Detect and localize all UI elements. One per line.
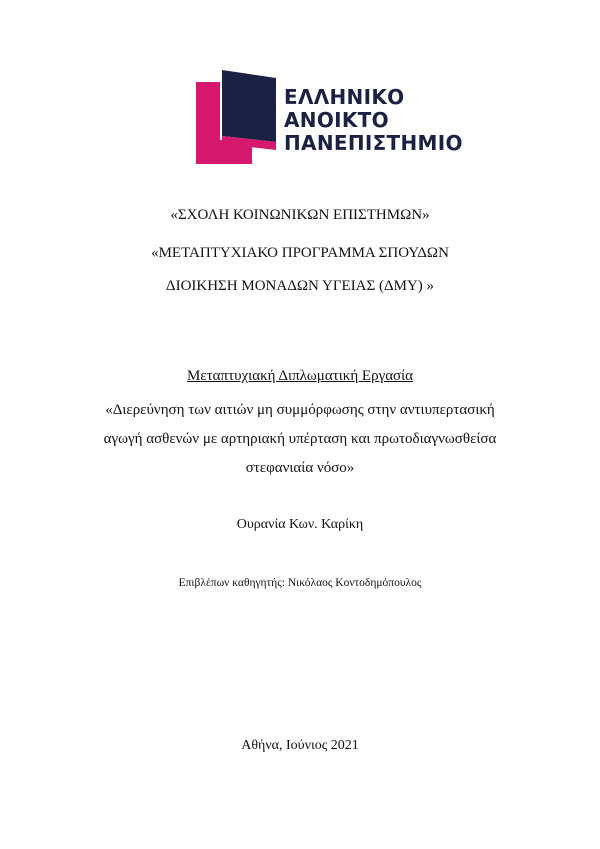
program-name-line-1: «ΜΕΤΑΠΤΥΧΙΑΚΟ ΠΡΟΓΡΑΜΜΑ ΣΠΟΥΔΩΝ xyxy=(151,245,449,261)
logo-line-2: ΑΝΟΙΚΤΟ xyxy=(284,108,389,132)
author-name: Ουρανία Κων. Καρίκη xyxy=(236,517,364,532)
thesis-title-line-1: «Διερεύνηση των αιτιών μη συμμόρφωσης στην αντιυπερτασική xyxy=(105,402,495,418)
document-type: Μεταπτυχιακή Διπλωματική Εργασία xyxy=(186,368,414,384)
logo-line-1: ΕΛΛΗΝΙΚΟ xyxy=(284,85,405,109)
thesis-title-line-2: αγωγή ασθενών με αρτηριακή υπέρταση και πρωτοδιαγνωσθείσα xyxy=(103,431,497,447)
university-logo xyxy=(196,70,463,166)
book-emblem-icon xyxy=(196,70,276,164)
school-name: «ΣΧΟΛΗ ΚΟΙΝΩΝΙΚΩΝ ΕΠΙΣΤΗΜΩΝ» xyxy=(170,207,430,223)
logo-wordmark xyxy=(284,86,463,155)
place-and-date: Αθήνα, Ιούνιος 2021 xyxy=(241,738,359,753)
logo-line-3: ΠΑΝΕΠΙΣΤΗΜΙΟ xyxy=(284,131,463,155)
thesis-title-line-3: στεφανιαία νόσο» xyxy=(245,460,355,476)
supervisor: Επιβλέπων καθηγητής: Νικόλαος Κοντοδημόπουλος xyxy=(178,577,422,589)
program-name-line-2: ΔΙΟΙΚΗΣΗ ΜΟΝΑΔΩΝ ΥΓΕΙΑΣ (ΔΜΥ) » xyxy=(165,278,435,294)
